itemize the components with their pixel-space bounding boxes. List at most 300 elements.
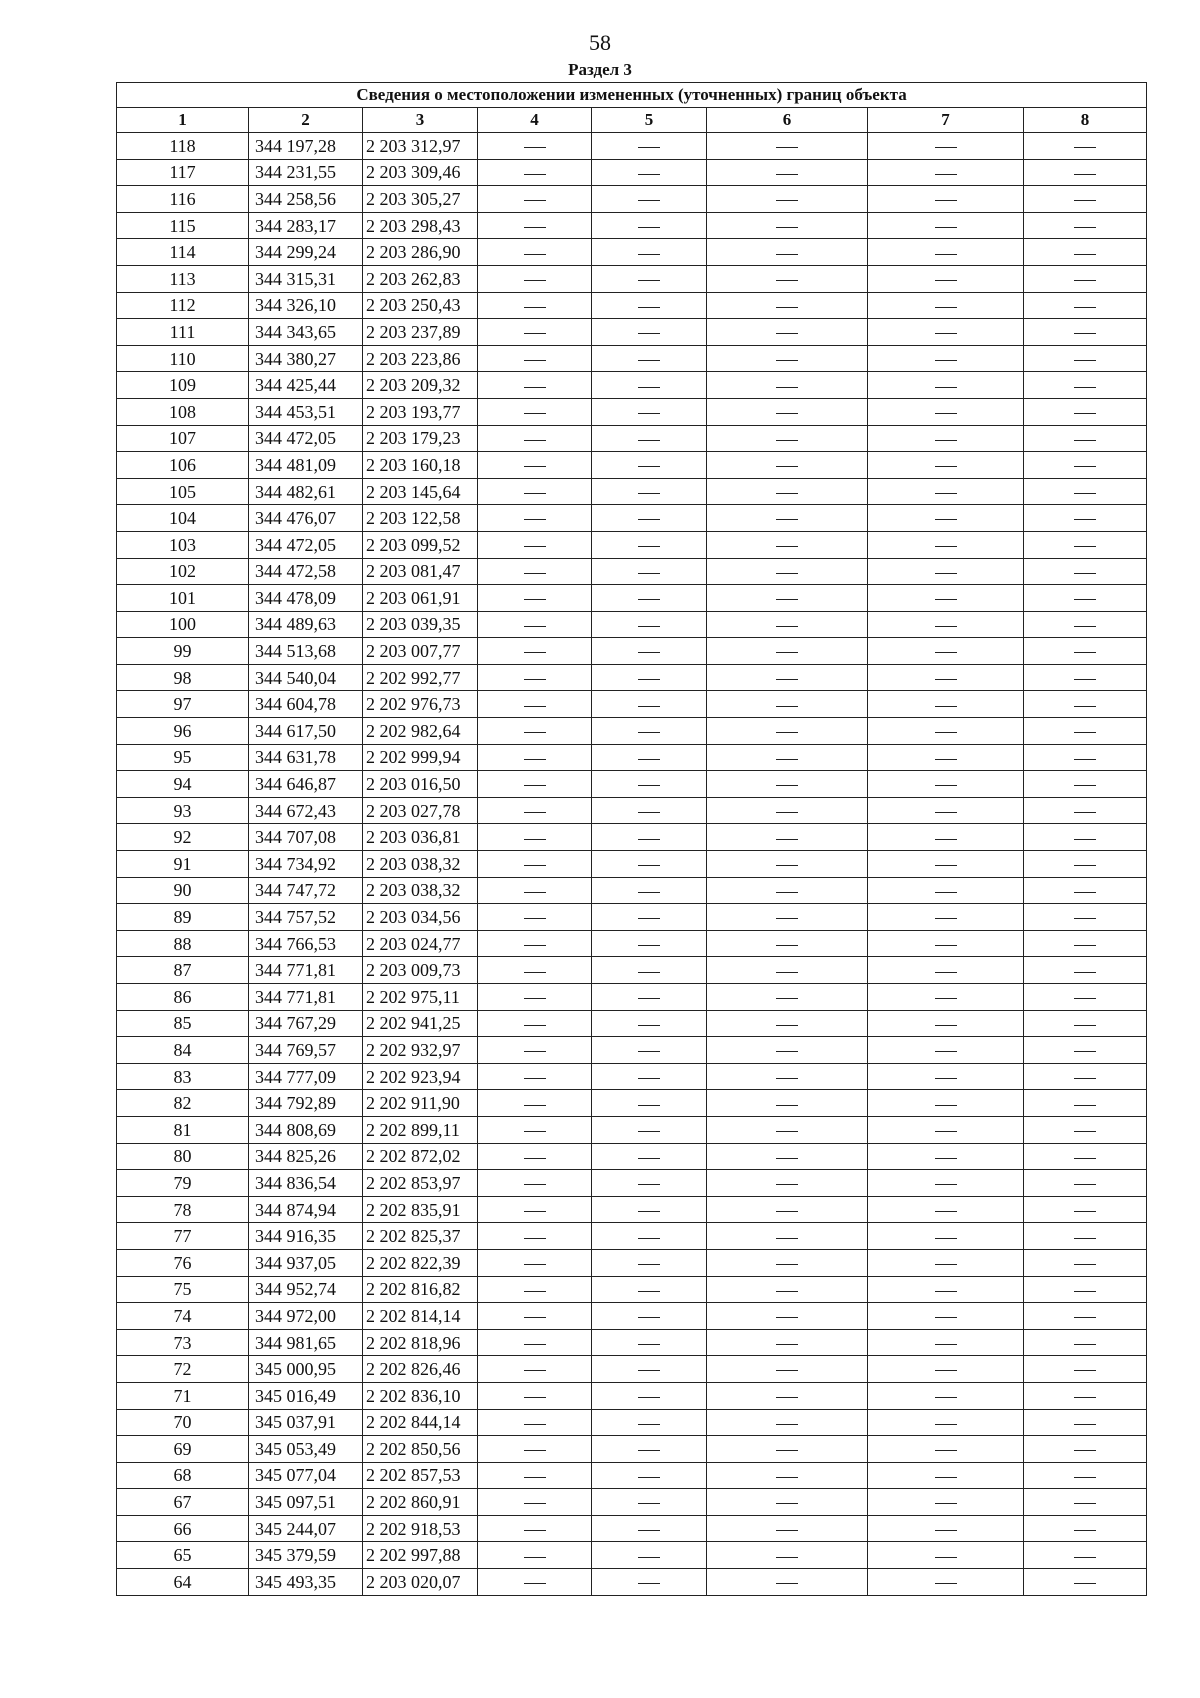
dash-mark	[1074, 998, 1096, 999]
empty-value-cell	[868, 691, 1024, 718]
dash-mark	[935, 652, 957, 653]
dash-mark	[935, 1503, 957, 1504]
dash-mark	[935, 546, 957, 547]
point-number-cell: 115	[117, 212, 249, 239]
empty-value-cell	[478, 1356, 592, 1383]
dash-mark	[638, 892, 660, 893]
point-number-cell: 108	[117, 398, 249, 425]
dash-mark	[638, 998, 660, 999]
y-coordinate-cell: 2 203 209,32	[363, 372, 478, 399]
empty-value-cell	[868, 478, 1024, 505]
empty-value-cell	[478, 1436, 592, 1463]
empty-value-cell	[707, 1063, 868, 1090]
x-coordinate-cell: 344 380,27	[249, 345, 363, 372]
dash-mark	[1074, 652, 1096, 653]
empty-value-cell	[707, 1436, 868, 1463]
dash-mark	[638, 1397, 660, 1398]
empty-value-cell	[868, 824, 1024, 851]
empty-value-cell	[592, 1515, 707, 1542]
point-number-cell: 112	[117, 292, 249, 319]
table-row	[117, 159, 1147, 186]
dash-mark	[935, 839, 957, 840]
y-coordinate-cell: 2 202 826,46	[363, 1356, 478, 1383]
dash-mark	[524, 1370, 546, 1371]
dash-mark	[776, 466, 798, 467]
dash-mark	[1074, 200, 1096, 201]
y-coordinate-cell: 2 203 145,64	[363, 478, 478, 505]
x-coordinate-cell: 344 646,87	[249, 771, 363, 798]
empty-value-cell	[868, 718, 1024, 745]
dash-mark	[935, 918, 957, 919]
dash-mark	[638, 1158, 660, 1159]
empty-value-cell	[592, 186, 707, 213]
x-coordinate-cell: 344 540,04	[249, 664, 363, 691]
empty-value-cell	[868, 1170, 1024, 1197]
empty-value-cell	[592, 638, 707, 665]
dash-mark	[1074, 1557, 1096, 1558]
x-coordinate-cell: 344 472,05	[249, 425, 363, 452]
empty-value-cell	[1024, 265, 1147, 292]
y-coordinate-cell: 2 203 034,56	[363, 904, 478, 931]
dash-mark	[776, 1503, 798, 1504]
point-number-cell: 90	[117, 877, 249, 904]
dash-mark	[776, 679, 798, 680]
dash-mark	[524, 706, 546, 707]
dash-mark	[1074, 254, 1096, 255]
y-coordinate-cell: 2 203 007,77	[363, 638, 478, 665]
empty-value-cell	[868, 984, 1024, 1011]
y-coordinate-cell: 2 203 223,86	[363, 345, 478, 372]
empty-value-cell	[707, 797, 868, 824]
x-coordinate-cell: 344 757,52	[249, 904, 363, 931]
dash-mark	[524, 413, 546, 414]
dash-mark	[776, 1424, 798, 1425]
dash-mark	[638, 1583, 660, 1584]
empty-value-cell	[478, 1515, 592, 1542]
dash-mark	[776, 812, 798, 813]
y-coordinate-cell: 2 202 835,91	[363, 1196, 478, 1223]
dash-mark	[524, 599, 546, 600]
dash-mark	[524, 573, 546, 574]
y-coordinate-cell: 2 202 818,96	[363, 1329, 478, 1356]
empty-value-cell	[1024, 1436, 1147, 1463]
empty-value-cell	[707, 505, 868, 532]
dash-mark	[524, 1264, 546, 1265]
dash-mark	[776, 1158, 798, 1159]
dash-mark	[1074, 546, 1096, 547]
dash-mark	[935, 254, 957, 255]
empty-value-cell	[478, 1462, 592, 1489]
point-number-cell: 93	[117, 797, 249, 824]
x-coordinate-cell: 345 037,91	[249, 1409, 363, 1436]
point-number-cell: 67	[117, 1489, 249, 1516]
dash-mark	[638, 706, 660, 707]
dash-mark	[1074, 333, 1096, 334]
point-number-cell: 111	[117, 319, 249, 346]
dash-mark	[1074, 1344, 1096, 1345]
x-coordinate-cell: 345 000,95	[249, 1356, 363, 1383]
dash-mark	[638, 387, 660, 388]
empty-value-cell	[478, 930, 592, 957]
dash-mark	[524, 280, 546, 281]
empty-value-cell	[592, 1569, 707, 1596]
empty-value-cell	[478, 691, 592, 718]
empty-value-cell	[592, 1196, 707, 1223]
empty-value-cell	[478, 1223, 592, 1250]
empty-value-cell	[592, 718, 707, 745]
y-coordinate-cell: 2 202 825,37	[363, 1223, 478, 1250]
empty-value-cell	[868, 239, 1024, 266]
x-coordinate-cell: 344 734,92	[249, 851, 363, 878]
empty-value-cell	[868, 133, 1024, 160]
y-coordinate-cell: 2 203 179,23	[363, 425, 478, 452]
dash-mark	[935, 1450, 957, 1451]
x-coordinate-cell: 344 604,78	[249, 691, 363, 718]
dash-mark	[638, 1477, 660, 1478]
empty-value-cell	[868, 771, 1024, 798]
empty-value-cell	[478, 265, 592, 292]
x-coordinate-cell: 344 769,57	[249, 1037, 363, 1064]
dash-mark	[638, 254, 660, 255]
column-header-1: 1	[117, 108, 249, 133]
point-number-cell: 95	[117, 744, 249, 771]
coordinates-table	[116, 82, 1147, 1596]
point-number-cell: 83	[117, 1063, 249, 1090]
empty-value-cell	[1024, 345, 1147, 372]
empty-value-cell	[868, 1276, 1024, 1303]
dash-mark	[935, 1051, 957, 1052]
dash-mark	[1074, 360, 1096, 361]
table-row	[117, 319, 1147, 346]
dash-mark	[1074, 892, 1096, 893]
empty-value-cell	[707, 133, 868, 160]
empty-value-cell	[592, 797, 707, 824]
empty-value-cell	[707, 1170, 868, 1197]
dash-mark	[524, 519, 546, 520]
y-coordinate-cell: 2 203 193,77	[363, 398, 478, 425]
empty-value-cell	[478, 638, 592, 665]
point-number-cell: 68	[117, 1462, 249, 1489]
empty-value-cell	[478, 744, 592, 771]
table-row	[117, 1515, 1147, 1542]
x-coordinate-cell: 344 343,65	[249, 319, 363, 346]
y-coordinate-cell: 2 202 911,90	[363, 1090, 478, 1117]
empty-value-cell	[707, 265, 868, 292]
dash-mark	[638, 1025, 660, 1026]
dash-mark	[524, 1424, 546, 1425]
empty-value-cell	[592, 664, 707, 691]
dash-mark	[776, 307, 798, 308]
dash-mark	[524, 945, 546, 946]
dash-mark	[776, 440, 798, 441]
empty-value-cell	[592, 239, 707, 266]
point-number-cell: 86	[117, 984, 249, 1011]
x-coordinate-cell: 345 097,51	[249, 1489, 363, 1516]
empty-value-cell	[478, 133, 592, 160]
empty-value-cell	[1024, 372, 1147, 399]
dash-mark	[935, 1344, 957, 1345]
dash-mark	[935, 706, 957, 707]
dash-mark	[638, 1503, 660, 1504]
empty-value-cell	[592, 159, 707, 186]
dash-mark	[1074, 1317, 1096, 1318]
empty-value-cell	[478, 824, 592, 851]
empty-value-cell	[1024, 1010, 1147, 1037]
empty-value-cell	[478, 1170, 592, 1197]
dash-mark	[524, 387, 546, 388]
y-coordinate-cell: 2 203 016,50	[363, 771, 478, 798]
point-number-cell: 101	[117, 585, 249, 612]
empty-value-cell	[707, 1329, 868, 1356]
dash-mark	[935, 785, 957, 786]
empty-value-cell	[868, 452, 1024, 479]
empty-value-cell	[592, 930, 707, 957]
empty-value-cell	[592, 505, 707, 532]
empty-value-cell	[1024, 718, 1147, 745]
x-coordinate-cell: 344 315,31	[249, 265, 363, 292]
point-number-cell: 107	[117, 425, 249, 452]
empty-value-cell	[868, 1223, 1024, 1250]
y-coordinate-cell: 2 203 009,73	[363, 957, 478, 984]
dash-mark	[776, 387, 798, 388]
dash-mark	[1074, 1291, 1096, 1292]
dash-mark	[638, 1450, 660, 1451]
empty-value-cell	[868, 159, 1024, 186]
empty-value-cell	[1024, 1542, 1147, 1569]
y-coordinate-cell: 2 203 039,35	[363, 611, 478, 638]
empty-value-cell	[707, 1276, 868, 1303]
dash-mark	[524, 626, 546, 627]
y-coordinate-cell: 2 202 844,14	[363, 1409, 478, 1436]
empty-value-cell	[868, 1382, 1024, 1409]
empty-value-cell	[592, 1356, 707, 1383]
empty-value-cell	[478, 984, 592, 1011]
x-coordinate-cell: 344 771,81	[249, 984, 363, 1011]
empty-value-cell	[868, 1063, 1024, 1090]
empty-value-cell	[1024, 1090, 1147, 1117]
dash-mark	[1074, 759, 1096, 760]
y-coordinate-cell: 2 203 081,47	[363, 558, 478, 585]
empty-value-cell	[868, 531, 1024, 558]
x-coordinate-cell: 344 476,07	[249, 505, 363, 532]
column-header-5: 5	[592, 108, 707, 133]
dash-mark	[1074, 387, 1096, 388]
dash-mark	[524, 1211, 546, 1212]
point-number-cell: 81	[117, 1116, 249, 1143]
dash-mark	[776, 280, 798, 281]
empty-value-cell	[1024, 1356, 1147, 1383]
x-coordinate-cell: 344 481,09	[249, 452, 363, 479]
point-number-cell: 84	[117, 1037, 249, 1064]
dash-mark	[935, 413, 957, 414]
empty-value-cell	[707, 1223, 868, 1250]
empty-value-cell	[1024, 292, 1147, 319]
empty-value-cell	[868, 1356, 1024, 1383]
dash-mark	[524, 1025, 546, 1026]
empty-value-cell	[707, 718, 868, 745]
empty-value-cell	[868, 611, 1024, 638]
empty-value-cell	[478, 398, 592, 425]
empty-value-cell	[1024, 1143, 1147, 1170]
dash-mark	[1074, 1131, 1096, 1132]
empty-value-cell	[707, 771, 868, 798]
empty-value-cell	[478, 851, 592, 878]
dash-mark	[638, 573, 660, 574]
dash-mark	[638, 1051, 660, 1052]
dash-mark	[1074, 1264, 1096, 1265]
dash-mark	[935, 679, 957, 680]
dash-mark	[776, 1025, 798, 1026]
x-coordinate-cell: 344 808,69	[249, 1116, 363, 1143]
x-coordinate-cell: 344 792,89	[249, 1090, 363, 1117]
empty-value-cell	[592, 133, 707, 160]
dash-mark	[524, 360, 546, 361]
empty-value-cell	[1024, 877, 1147, 904]
empty-value-cell	[868, 638, 1024, 665]
empty-value-cell	[707, 478, 868, 505]
empty-value-cell	[868, 398, 1024, 425]
x-coordinate-cell: 344 952,74	[249, 1276, 363, 1303]
dash-mark	[524, 1557, 546, 1558]
point-number-cell: 99	[117, 638, 249, 665]
table-row	[117, 691, 1147, 718]
empty-value-cell	[592, 1037, 707, 1064]
point-number-cell: 98	[117, 664, 249, 691]
dash-mark	[1074, 839, 1096, 840]
table-row	[117, 186, 1147, 213]
dash-mark	[524, 1344, 546, 1345]
table-row	[117, 718, 1147, 745]
empty-value-cell	[592, 319, 707, 346]
y-coordinate-cell: 2 203 237,89	[363, 319, 478, 346]
point-number-cell: 78	[117, 1196, 249, 1223]
empty-value-cell	[592, 1409, 707, 1436]
empty-value-cell	[592, 877, 707, 904]
empty-value-cell	[707, 1249, 868, 1276]
point-number-cell: 73	[117, 1329, 249, 1356]
empty-value-cell	[478, 1303, 592, 1330]
point-number-cell: 113	[117, 265, 249, 292]
dash-mark	[524, 732, 546, 733]
empty-value-cell	[592, 292, 707, 319]
empty-value-cell	[1024, 984, 1147, 1011]
dash-mark	[776, 972, 798, 973]
dash-mark	[776, 732, 798, 733]
empty-value-cell	[707, 1569, 868, 1596]
empty-value-cell	[592, 1143, 707, 1170]
dash-mark	[776, 1583, 798, 1584]
y-coordinate-cell: 2 203 298,43	[363, 212, 478, 239]
dash-mark	[638, 1530, 660, 1531]
dash-mark	[524, 147, 546, 148]
table-row	[117, 1037, 1147, 1064]
empty-value-cell	[707, 319, 868, 346]
y-coordinate-cell: 2 202 923,94	[363, 1063, 478, 1090]
dash-mark	[776, 1291, 798, 1292]
empty-value-cell	[707, 159, 868, 186]
empty-value-cell	[592, 1010, 707, 1037]
table-row	[117, 345, 1147, 372]
dash-mark	[1074, 280, 1096, 281]
dash-mark	[776, 227, 798, 228]
dash-mark	[1074, 1051, 1096, 1052]
dash-mark	[776, 493, 798, 494]
dash-mark	[638, 200, 660, 201]
y-coordinate-cell: 2 202 853,97	[363, 1170, 478, 1197]
empty-value-cell	[478, 425, 592, 452]
point-number-cell: 94	[117, 771, 249, 798]
empty-value-cell	[1024, 1409, 1147, 1436]
empty-value-cell	[592, 1382, 707, 1409]
dash-mark	[776, 1397, 798, 1398]
table-row	[117, 1382, 1147, 1409]
dash-mark	[776, 918, 798, 919]
dash-mark	[1074, 1370, 1096, 1371]
empty-value-cell	[478, 159, 592, 186]
empty-value-cell	[707, 345, 868, 372]
y-coordinate-cell: 2 202 941,25	[363, 1010, 478, 1037]
empty-value-cell	[592, 1329, 707, 1356]
y-coordinate-cell: 2 203 305,27	[363, 186, 478, 213]
dash-mark	[524, 1051, 546, 1052]
empty-value-cell	[1024, 585, 1147, 612]
dash-mark	[524, 1184, 546, 1185]
empty-value-cell	[592, 851, 707, 878]
dash-mark	[638, 785, 660, 786]
dash-mark	[1074, 147, 1096, 148]
x-coordinate-cell: 345 016,49	[249, 1382, 363, 1409]
y-coordinate-cell: 2 202 850,56	[363, 1436, 478, 1463]
dash-mark	[638, 1291, 660, 1292]
dash-mark	[776, 1557, 798, 1558]
dash-mark	[1074, 732, 1096, 733]
dash-mark	[524, 1503, 546, 1504]
table-row	[117, 1223, 1147, 1250]
empty-value-cell	[707, 1542, 868, 1569]
empty-value-cell	[1024, 824, 1147, 851]
empty-value-cell	[592, 1489, 707, 1516]
dash-mark	[638, 759, 660, 760]
dash-mark	[524, 918, 546, 919]
y-coordinate-cell: 2 202 857,53	[363, 1462, 478, 1489]
dash-mark	[638, 1264, 660, 1265]
dash-mark	[638, 1105, 660, 1106]
table-body	[117, 133, 1147, 1596]
empty-value-cell	[478, 558, 592, 585]
table-row	[117, 930, 1147, 957]
empty-value-cell	[592, 691, 707, 718]
empty-value-cell	[868, 345, 1024, 372]
dash-mark	[638, 918, 660, 919]
dash-mark	[638, 1184, 660, 1185]
empty-value-cell	[1024, 1063, 1147, 1090]
dash-mark	[1074, 1397, 1096, 1398]
dash-mark	[524, 839, 546, 840]
x-coordinate-cell: 344 326,10	[249, 292, 363, 319]
dash-mark	[935, 599, 957, 600]
point-number-cell: 80	[117, 1143, 249, 1170]
point-number-cell: 88	[117, 930, 249, 957]
table-row	[117, 558, 1147, 585]
empty-value-cell	[868, 1143, 1024, 1170]
y-coordinate-cell: 2 203 038,32	[363, 877, 478, 904]
dash-mark	[638, 839, 660, 840]
dash-mark	[1074, 1184, 1096, 1185]
empty-value-cell	[1024, 691, 1147, 718]
empty-value-cell	[478, 585, 592, 612]
dash-mark	[935, 1105, 957, 1106]
x-coordinate-cell: 344 771,81	[249, 957, 363, 984]
